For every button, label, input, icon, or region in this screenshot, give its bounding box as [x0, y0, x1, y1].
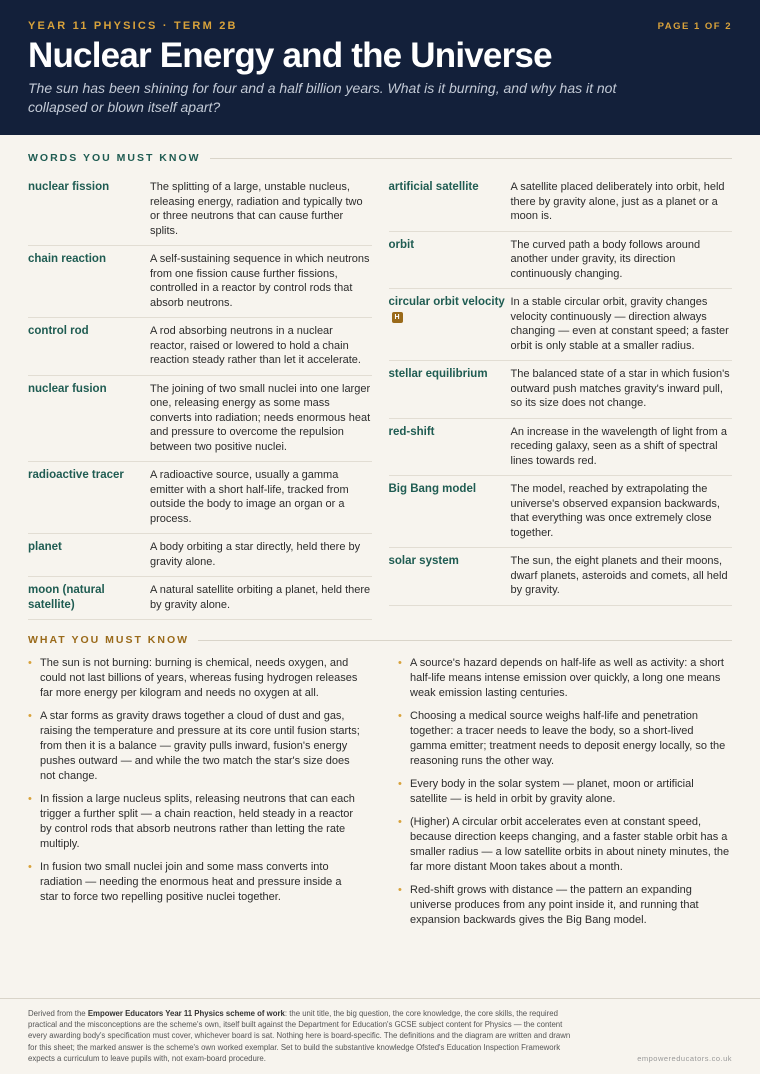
know-section-heading: [0, 634, 760, 646]
knowledge-point: [398, 777, 732, 807]
knowledge-text: (Higher) A circular orbit accelerates even at constant speed, because direction keeps changing, and a faster stable orbit has a smaller radius — a low satellite orbits in about ninety minutes, the far more distant Moon takes about a month.: [410, 816, 730, 873]
glossary-term-text: planet: [28, 541, 62, 553]
glossary-term: [389, 180, 511, 224]
knowledge-point: [28, 860, 362, 905]
source-name: Empower Educators Year 11 Physics scheme of work: [87, 1009, 285, 1018]
bullet-icon: •: [398, 710, 402, 722]
words-heading-label: WORDS YOU MUST KNOW: [28, 152, 201, 164]
glossary-definition: The model, reached by extrapolating the universe's observed expansion backwards, that everything was once extremely close together.: [510, 483, 720, 539]
words-section-heading: [0, 152, 760, 164]
glossary-definition: A rod absorbing neutrons in a nuclear reactor, raised or lowered to hold a chain reaction steady rather than let it accelerate.: [150, 325, 361, 366]
glossary-term-text: moon (natural satellite): [28, 584, 105, 611]
glossary-definition: The joining of two small nuclei into one larger one, releasing energy as some mass converts into radiation; needs enormous heat and pressure to overcome the repulsion between two positive nuclei.: [150, 382, 371, 453]
glossary-left-column: [28, 174, 372, 620]
source-prefix: Derived from the: [28, 1009, 88, 1018]
glossary-definition: A radioactive source, usually a gamma emitter with a short half-life, tracked from outside the body to image an organ or a process.: [150, 469, 349, 525]
glossary-term-text: circular orbit velocity: [388, 296, 505, 308]
glossary-right-column: [389, 174, 733, 620]
knowledge-text: The sun is not burning: burning is chemical, needs oxygen, and could not last billions of years, whereas fusing hydrogen releases far more energy per kilogram and needs no oxygen at all.: [40, 657, 358, 699]
glossary-entry: [28, 246, 372, 318]
bullet-icon: •: [398, 816, 402, 828]
knowledge-point: [398, 883, 732, 928]
glossary-term: [389, 482, 511, 540]
page-header: [0, 0, 760, 135]
glossary-term-text: nuclear fission: [28, 181, 110, 193]
glossary-term-text: control rod: [28, 325, 89, 337]
source-text: : the unit title, the big question, the core knowledge, the core skills, the required practical and the misconceptions are the scheme's own, itself built against the Department for Education's GCSE subject content for Physics — the content every awarding body's specification must cover, whichever board is sat. Nothing here is board-specific. The definitions and the diagram are written and drawn for this sheet; the marked answer is the scheme's own worked exemplar. Set to build the substantive knowledge Ofsted's Education Inspection Framework expects a curriculum to leave pupils with, not exam-board procedure.: [28, 1009, 571, 1063]
glossary-term: [389, 554, 511, 598]
higher-tier-badge: H: [392, 312, 403, 323]
glossary-entry: [28, 577, 372, 620]
glossary-term: [389, 238, 511, 282]
page-title: Nuclear Energy and the Universe: [28, 36, 552, 75]
bullet-icon: •: [28, 793, 32, 805]
glossary-definition: A self-sustaining sequence in which neutrons from one fission cause further fissions, controlled in a reactor by control rods that absorb neutrons.: [150, 253, 370, 309]
glossary-term: [28, 252, 150, 310]
glossary-entry: [28, 376, 372, 463]
glossary-entry: [28, 174, 372, 246]
glossary-entry: [389, 361, 733, 419]
glossary-entry: [389, 419, 733, 477]
glossary-term-text: Big Bang model: [388, 483, 477, 495]
glossary-entry: [389, 476, 733, 548]
knowledge-point: [398, 815, 732, 875]
knowledge-point: [398, 656, 732, 701]
glossary-definition: In a stable circular orbit, gravity changes velocity continuously — direction always changing — even at constant speed; a faster orbit is only stable at a smaller radius.: [510, 296, 729, 352]
glossary-definition: An increase in the wavelength of light from a receding galaxy, seen as a shift of spectral lines towards red.: [510, 425, 727, 467]
source-note: [28, 1008, 573, 1064]
glossary-entry: [28, 534, 372, 577]
heading-rule: [210, 158, 732, 159]
glossary-entry: [28, 462, 372, 534]
glossary-term-text: orbit: [388, 238, 415, 251]
bullet-icon: •: [28, 710, 32, 722]
glossary-term: [389, 425, 511, 469]
site-url: empowereducators.co.uk: [637, 1054, 732, 1063]
glossary-definition: A satellite placed deliberately into orbit, held there by gravity alone, just as a planet or a moon is.: [510, 181, 725, 222]
glossary-definition: The sun, the eight planets and their moons, dwarf planets, asteroids and comets, all held by gravity.: [510, 555, 728, 596]
page-number: PAGE 1 OF 2: [657, 21, 732, 32]
knowledge-point: [28, 709, 362, 784]
knowledge-point: [28, 656, 362, 701]
glossary-term-text: radioactive tracer: [28, 469, 124, 481]
glossary: [0, 174, 760, 620]
knowledge-text: A source's hazard depends on half-life as well as activity: a short half-life means intense emission over quickly, a long one means weak emission lasting centuries.: [410, 657, 724, 699]
bullet-icon: •: [28, 861, 32, 873]
glossary-term: [28, 540, 150, 569]
glossary-term-text: red-shift: [388, 425, 435, 438]
knowledge-text: In fusion two small nuclei join and some mass converts into radiation — needing the enormous heat and pressure inside a star to force two repelling positive nuclei together.: [40, 861, 342, 903]
knowledge-text: Every body in the solar system — planet, moon or artificial satellite — is held in orbit by gravity alone.: [410, 778, 694, 805]
glossary-definition: The balanced state of a star in which fusion's outward push matches gravity's inward pull, so its size does not change.: [510, 368, 730, 409]
glossary-definition: The curved path a body follows around another under gravity, its direction continuously changing.: [510, 238, 701, 280]
bullet-icon: •: [398, 657, 402, 669]
glossary-term-text: nuclear fusion: [28, 382, 107, 395]
glossary-entry: [389, 174, 733, 232]
knowledge-left-column: [28, 656, 362, 936]
glossary-term: [28, 324, 150, 368]
footer: [0, 998, 760, 1064]
knowledge-text: A star forms as gravity draws together a cloud of dust and gas, raising the temperature and pressure at its core until fusion starts; from then it is a balance — gravity pulls inward, fusion's energy pushes outward — and while the two match the star's size does not change.: [40, 710, 360, 782]
knowledge-right-column: [398, 656, 732, 936]
big-question: The sun has been shining for four and a half billion years. What is it burning, and why has it not collapsed or blown itself apart?: [28, 80, 617, 115]
glossary-term: [28, 583, 150, 612]
glossary-term-text: stellar equilibrium: [388, 368, 488, 380]
glossary-entry: [389, 232, 733, 290]
glossary-definition: The splitting of a large, unstable nucleus, releasing energy, radiation and typically two or three neutrons that can cause further splits.: [150, 181, 363, 237]
glossary-term: [28, 180, 150, 238]
bullet-icon: •: [398, 778, 402, 790]
heading-rule: [198, 640, 732, 641]
course-kicker: YEAR 11 PHYSICS · TERM 2B: [28, 20, 238, 32]
glossary-term: [28, 468, 150, 526]
key-knowledge: [0, 656, 760, 936]
glossary-term: [389, 295, 511, 353]
know-heading-label: WHAT YOU MUST KNOW: [28, 634, 190, 646]
glossary-entry: [389, 548, 733, 606]
glossary-term-text: solar system: [388, 555, 459, 567]
glossary-entry: [389, 289, 733, 361]
bullet-icon: •: [398, 884, 402, 896]
knowledge-text: Red-shift grows with distance — the pattern an expanding universe produces from any point inside it, and running that expansion backwards gives the Big Bang model.: [410, 884, 699, 926]
glossary-term: [389, 367, 511, 411]
knowledge-text: In fission a large nucleus splits, releasing neutrons that can each trigger a further split — a chain reaction, held steady in a reactor by control rods that absorb neutrons rather than letting the rate multiply.: [40, 793, 355, 850]
glossary-entry: [28, 318, 372, 376]
knowledge-text: Choosing a medical source weighs half-life and penetration together: a tracer needs to leave the body, so a short-lived gamma emitter; treatment needs to deposit energy locally, so the reasoning runs the other way.: [410, 710, 726, 767]
glossary-term-text: artificial satellite: [388, 181, 479, 193]
glossary-definition: A natural satellite orbiting a planet, held there by gravity alone.: [150, 584, 371, 611]
glossary-term-text: chain reaction: [28, 253, 106, 265]
knowledge-point: [398, 709, 732, 769]
knowledge-point: [28, 792, 362, 852]
glossary-definition: A body orbiting a star directly, held there by gravity alone.: [150, 541, 361, 568]
bullet-icon: •: [28, 657, 32, 669]
glossary-term: [28, 382, 150, 455]
